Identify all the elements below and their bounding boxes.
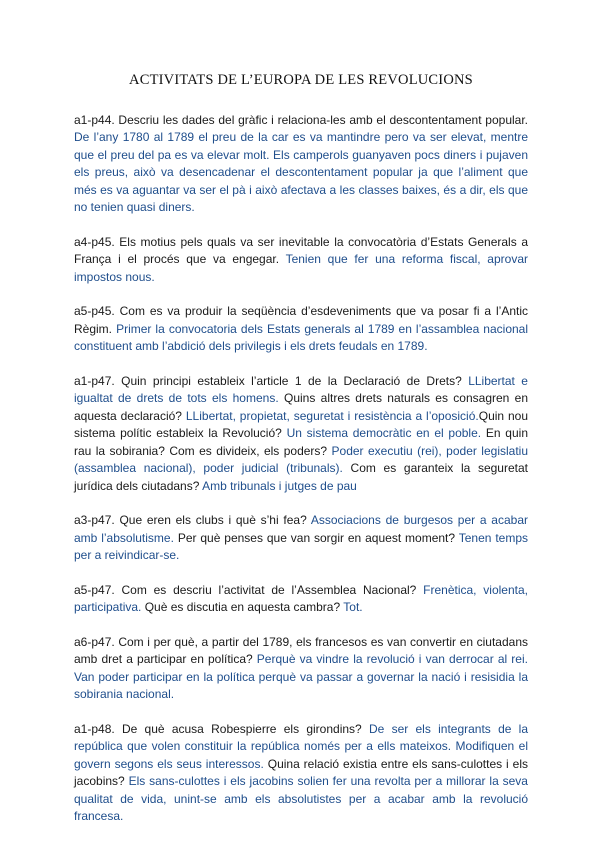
question-text: a5-p47. Com es descriu l’activitat de l’Assemblea Nacional? bbox=[74, 582, 424, 597]
answer-text: LLibertat e igualtat de drets de tots els homens. bbox=[74, 373, 528, 405]
answer-text: Perquè va vindre la revolució i van derrocar al rei. Van poder participar en la política perquè va passar a governar la nació i resisidia la sobirania nacional. bbox=[74, 652, 528, 701]
activity-list bbox=[74, 112, 528, 826]
answer-text: Un sistema democràtic en el poble. bbox=[286, 426, 486, 440]
activity-item bbox=[74, 373, 528, 496]
question-text: a1-p47. Quin principi estableix l’article 1 de la Declaració de Drets? bbox=[74, 373, 469, 388]
activity-item bbox=[74, 512, 528, 565]
question-text: a1-p48. De què acusa Robespierre els girondins? bbox=[74, 721, 369, 736]
answer-text: Primer la convocatoria dels Estats generals al 1789 en l’assamblea nacional constituent amb l’abdició dels privilegis i els drets feudals en 1789. bbox=[74, 321, 529, 353]
question-text: a3-p47. Que eren els clubs i què s’hi fea? bbox=[74, 513, 311, 527]
question-text: Quina relació existia entre els sans-culottes i els jacobins? bbox=[74, 756, 528, 788]
question-text: Quin nou sistema polític estableix la Revolució? bbox=[74, 408, 528, 440]
answer-text: Els sans-culottes i els jacobins solien fer una revolta per a millorar la seva qualitat de vida, unint-se amb els absolutistes per a acabar amb la revolució francesa. bbox=[74, 774, 528, 823]
question-text: Què es discutia en aquesta cambra? bbox=[144, 600, 344, 614]
answer-text: Tot. bbox=[343, 600, 363, 614]
answer-text: Amb tribunals i jutges de pau bbox=[202, 478, 357, 493]
question-text: a6-p47. Com i per què, a partir del 1789, els francesos es van convertir en ciutadans amb dret a participar en política? bbox=[74, 634, 528, 666]
answer-text: De l’any 1780 al 1789 el preu de la car es va mantindre pero va ser elevat, mentre que el preu del pa es va elevar molt. Els camperols guanyaven pocs diners i pujaven els preus, això va desencadenar el descontentament popular ja que l’aliment que més es va aguantar va ser el pà i això afectava a les classes baixes, és a dir, els que no tenien quasi diners. bbox=[74, 130, 528, 214]
activity-item bbox=[74, 112, 528, 217]
question-text: En quin rau la sobirania? Com es divideix, els poders? bbox=[74, 426, 528, 458]
answer-text: Tenien que fer una reforma fiscal, aprovar impostos nous. bbox=[74, 252, 528, 284]
question-text: a1-p44. Descriu les dades del gràfic i relaciona-les amb el descontentament popular. bbox=[74, 112, 528, 127]
activity-item bbox=[74, 234, 528, 287]
activity-item bbox=[74, 303, 528, 356]
page-title: ACTIVITATS DE L’EUROPA DE LES REVOLUCIONS bbox=[129, 72, 473, 88]
answer-text: De ser els integrants de la república que volen constituir la república només per a ells mateixos. Modifiquen el govern segons els seus interessos. bbox=[74, 721, 529, 771]
question-text: Quins altres drets naturals es consagren en aquesta declaració? bbox=[74, 391, 528, 423]
activity-item bbox=[74, 721, 528, 826]
question-text: a5-p45. Com es va produir la seqüència d’esdeveniments que va posar fi a l’Antic Règim. bbox=[74, 304, 528, 336]
question-text: a4-p45. Els motius pels quals va ser inevitable la convocatòria d’Estats Generals a França i el procés que va engegar. bbox=[74, 234, 528, 266]
activity-item bbox=[74, 634, 528, 704]
answer-text: Tenen temps per a reivindicar-se. bbox=[74, 530, 528, 562]
question-text: Com es garanteix la seguretat jurídica dels ciutadans? bbox=[74, 461, 528, 493]
question-text: Per què penses que van sorgir en aquest moment? bbox=[177, 530, 459, 545]
answer-text: Poder executiu (rei), poder legislatiu (assamblea nacional), poder judicial (tribunals). bbox=[74, 443, 528, 475]
answer-text: Associacions de burgesos per a acabar amb l’absolutisme. bbox=[74, 513, 528, 545]
answer-text: LLibertat, propietat, seguretat i resistència a l’oposició. bbox=[185, 408, 479, 423]
answer-text: Frenètica, violenta, participativa. bbox=[74, 582, 528, 614]
activity-item bbox=[74, 582, 528, 617]
